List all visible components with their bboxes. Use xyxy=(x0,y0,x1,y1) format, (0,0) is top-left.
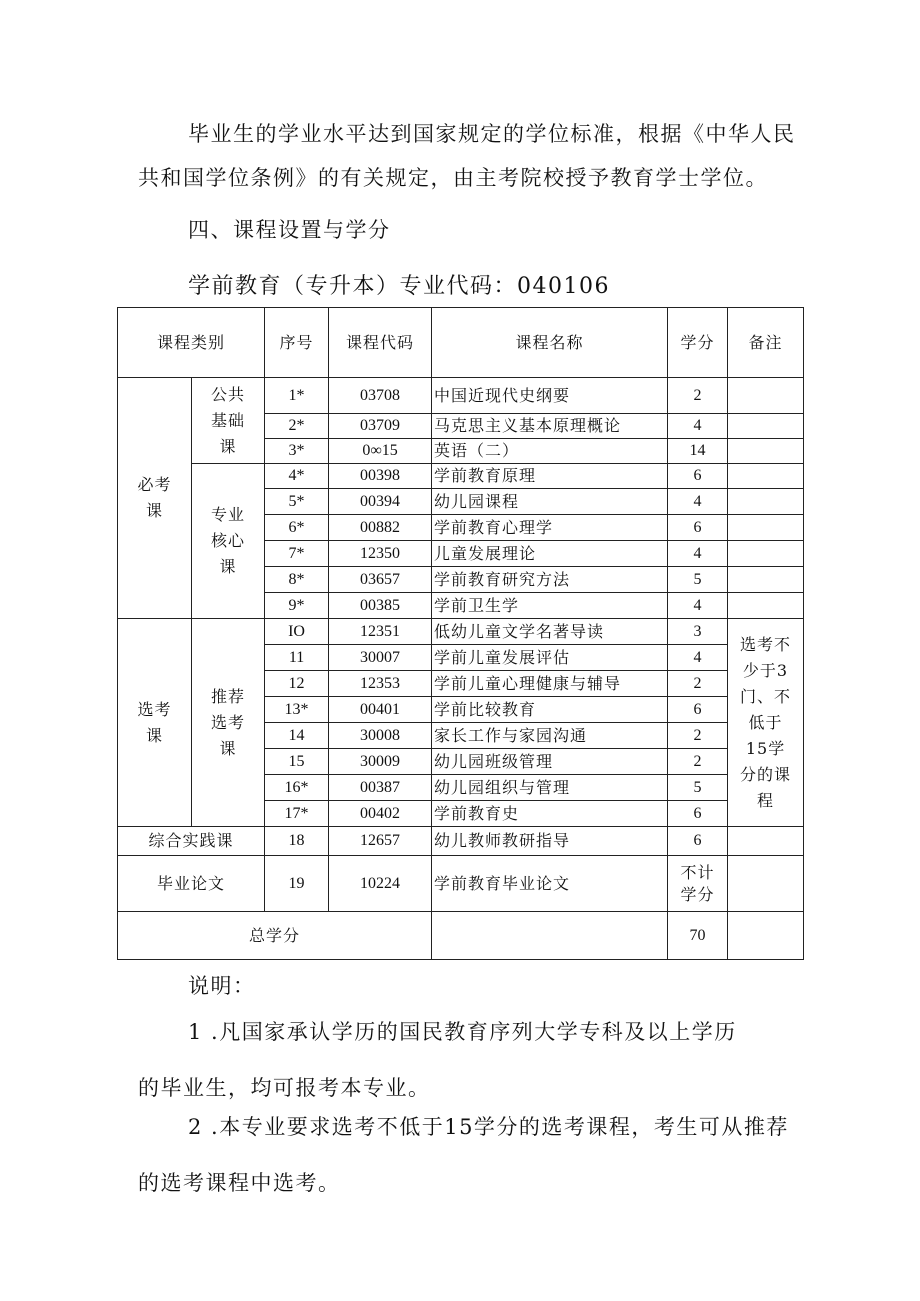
table-row xyxy=(118,856,804,912)
header-name: 课程名称 xyxy=(432,308,668,378)
cell-credit: 2 xyxy=(668,671,728,697)
cell-code: 00402 xyxy=(329,801,432,827)
cell-code: 00882 xyxy=(329,515,432,541)
cell-code: 0∞15 xyxy=(329,439,432,464)
cell-seq: 4* xyxy=(265,464,329,489)
cell-name: 英语（二） xyxy=(432,439,668,464)
cell-code: 12351 xyxy=(329,619,432,645)
table-row xyxy=(118,619,804,645)
total-label: 总学分 xyxy=(118,912,432,960)
cell-seq: 12 xyxy=(265,671,329,697)
cell-seq: 2* xyxy=(265,414,329,439)
table-title: 学前教育（专升本）专业代码：040106 xyxy=(188,274,610,299)
cell-seq: 16* xyxy=(265,775,329,801)
cell-seq: 11 xyxy=(265,645,329,671)
cell-credit: 5 xyxy=(668,775,728,801)
group-practice: 综合实践课 xyxy=(118,827,265,856)
elective-remark: 选考不少于3门、不低于15学分的课程 xyxy=(728,619,804,827)
cell-remark xyxy=(728,378,804,414)
cell-remark xyxy=(728,856,804,912)
cell-credit: 6 xyxy=(668,827,728,856)
table-header-row xyxy=(118,308,804,378)
cell-credit: 6 xyxy=(668,515,728,541)
cell-code: 00401 xyxy=(329,697,432,723)
cell-seq: 3* xyxy=(265,439,329,464)
cell-credit: 2 xyxy=(668,378,728,414)
cell-code: 00387 xyxy=(329,775,432,801)
cell-seq: IO xyxy=(265,619,329,645)
cell-name: 学前教育原理 xyxy=(432,464,668,489)
group-required: 必考课 xyxy=(118,378,192,619)
cell-name: 学前教育史 xyxy=(432,801,668,827)
cell-remark xyxy=(728,567,804,593)
cell-name: 学前卫生学 xyxy=(432,593,668,619)
notes-label: 说明： xyxy=(188,974,256,998)
cell-code: 00385 xyxy=(329,593,432,619)
group-major-core: 专业核心课 xyxy=(192,464,265,619)
cell-code: 12350 xyxy=(329,541,432,567)
cell-credit: 3 xyxy=(668,619,728,645)
cell-credit: 6 xyxy=(668,801,728,827)
cell-credit: 14 xyxy=(668,439,728,464)
cell-credit: 2 xyxy=(668,749,728,775)
cell-seq: 19 xyxy=(265,856,329,912)
cell-name: 中国近现代史纲要 xyxy=(432,378,668,414)
group-recommended-elective: 推荐选考课 xyxy=(192,619,265,827)
cell-credit: 6 xyxy=(668,464,728,489)
cell-seq: 13* xyxy=(265,697,329,723)
cell-name: 学前儿童发展评估 xyxy=(432,645,668,671)
total-credit: 70 xyxy=(668,912,728,960)
cell-name: 学前比较教育 xyxy=(432,697,668,723)
cell-credit: 4 xyxy=(668,489,728,515)
cell-credit: 5 xyxy=(668,567,728,593)
cell-seq: 14 xyxy=(265,723,329,749)
cell-name: 儿童发展理论 xyxy=(432,541,668,567)
cell-seq: 1* xyxy=(265,378,329,414)
cell-code: 30008 xyxy=(329,723,432,749)
cell-remark xyxy=(728,489,804,515)
cell-name: 幼儿园课程 xyxy=(432,489,668,515)
cell-credit: 4 xyxy=(668,593,728,619)
section-heading: 四、课程设置与学分 xyxy=(188,218,391,242)
cell-code: 12657 xyxy=(329,827,432,856)
cell-seq: 7* xyxy=(265,541,329,567)
header-code: 课程代码 xyxy=(329,308,432,378)
cell-remark xyxy=(728,439,804,464)
cell-name: 幼儿园组织与管理 xyxy=(432,775,668,801)
cell-remark xyxy=(728,593,804,619)
cell-seq: 6* xyxy=(265,515,329,541)
cell-code: 10224 xyxy=(329,856,432,912)
cell-code: 03657 xyxy=(329,567,432,593)
group-elective: 选考课 xyxy=(118,619,192,827)
cell-remark xyxy=(728,515,804,541)
header-category: 课程类别 xyxy=(118,308,265,378)
cell-name: 学前教育毕业论文 xyxy=(432,856,668,912)
table-row xyxy=(118,827,804,856)
table-row xyxy=(118,464,804,489)
cell-name: 马克思主义基本原理概论 xyxy=(432,414,668,439)
cell-code: 12353 xyxy=(329,671,432,697)
cell-code: 00394 xyxy=(329,489,432,515)
cell-remark xyxy=(728,827,804,856)
course-table xyxy=(117,307,804,960)
cell-name: 幼儿园班级管理 xyxy=(432,749,668,775)
cell-code: 00398 xyxy=(329,464,432,489)
cell-name: 学前儿童心理健康与辅导 xyxy=(432,671,668,697)
cell-remark xyxy=(728,541,804,567)
cell-credit: 4 xyxy=(668,414,728,439)
cell-code: 30009 xyxy=(329,749,432,775)
cell-seq: 18 xyxy=(265,827,329,856)
cell-code: 30007 xyxy=(329,645,432,671)
cell-code: 03709 xyxy=(329,414,432,439)
total-name-empty xyxy=(432,912,668,960)
note-2: 2 .本专业要求选考不低于15学分的选考课程，考生可从推荐的选考课程中选考。 xyxy=(138,1115,789,1195)
cell-credit: 4 xyxy=(668,541,728,567)
header-seq: 序号 xyxy=(265,308,329,378)
cell-seq: 5* xyxy=(265,489,329,515)
table-row xyxy=(118,378,804,414)
total-remark-empty xyxy=(728,912,804,960)
cell-credit: 不计学分 xyxy=(668,856,728,912)
note-1: 1 .凡国家承认学历的国民教育序列大学专科及以上学历的毕业生，均可报考本专业。 xyxy=(138,1020,737,1100)
cell-name: 学前教育心理学 xyxy=(432,515,668,541)
cell-code: 03708 xyxy=(329,378,432,414)
cell-name: 幼儿教师教研指导 xyxy=(432,827,668,856)
cell-name: 学前教育研究方法 xyxy=(432,567,668,593)
table-total-row xyxy=(118,912,804,960)
cell-credit: 4 xyxy=(668,645,728,671)
group-public-basic: 公共基础课 xyxy=(192,378,265,464)
header-credit: 学分 xyxy=(668,308,728,378)
cell-credit: 2 xyxy=(668,723,728,749)
intro-paragraph: 毕业生的学业水平达到国家规定的学位标准，根据《中华人民共和国学位条例》的有关规定，由主考院校授予教育学士学位。 xyxy=(138,122,796,190)
cell-remark xyxy=(728,414,804,439)
header-remark: 备注 xyxy=(728,308,804,378)
cell-credit: 6 xyxy=(668,697,728,723)
cell-seq: 9* xyxy=(265,593,329,619)
group-thesis: 毕业论文 xyxy=(118,856,265,912)
cell-remark xyxy=(728,464,804,489)
cell-seq: 8* xyxy=(265,567,329,593)
cell-name: 家长工作与家园沟通 xyxy=(432,723,668,749)
cell-seq: 15 xyxy=(265,749,329,775)
cell-name: 低幼儿童文学名著导读 xyxy=(432,619,668,645)
cell-seq: 17* xyxy=(265,801,329,827)
